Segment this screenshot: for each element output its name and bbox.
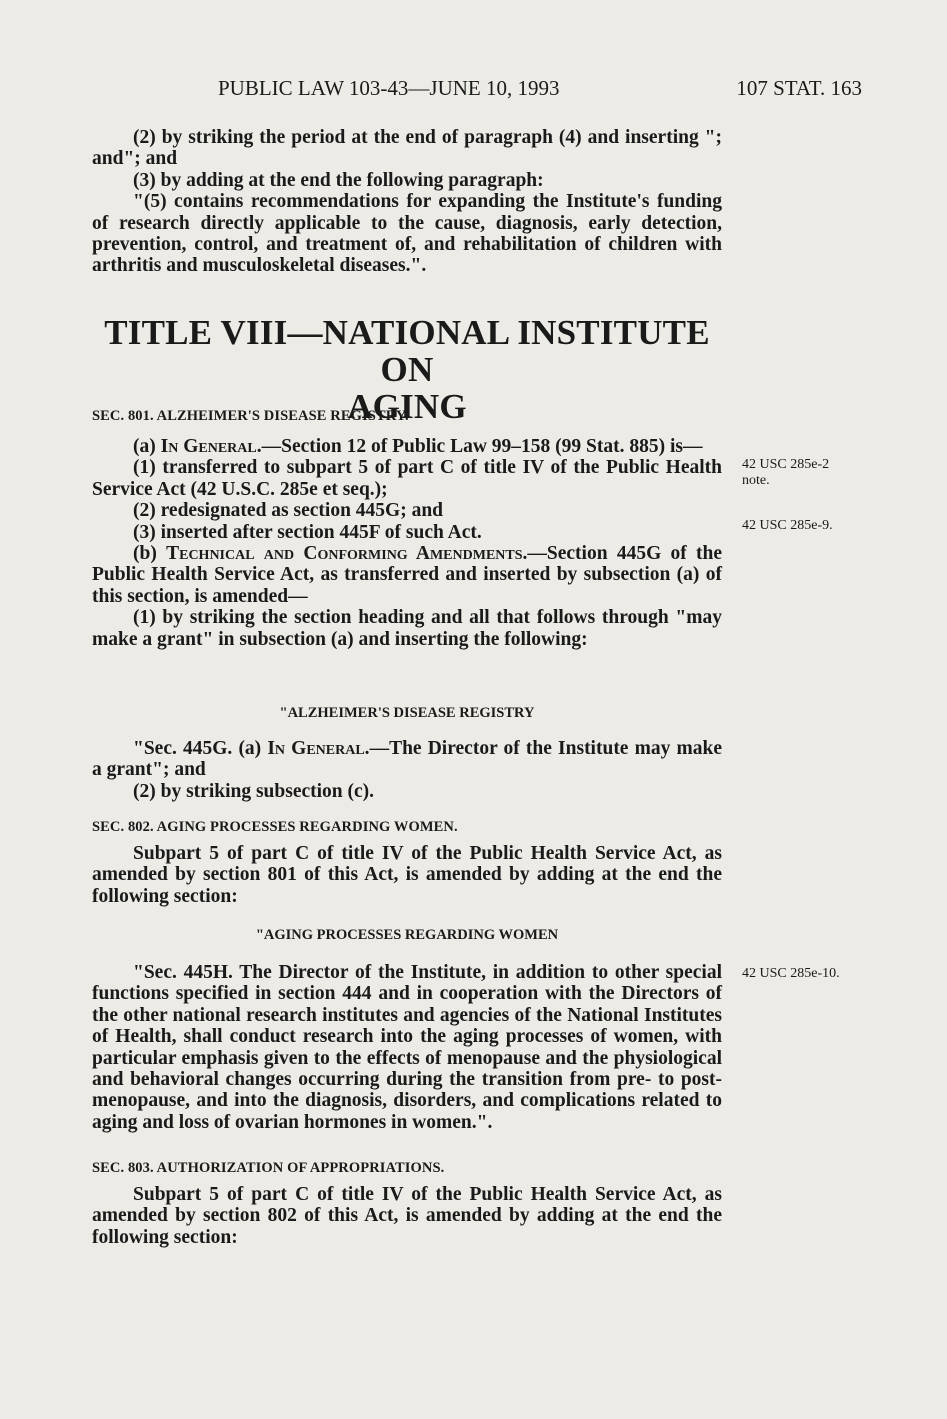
section-801-heading: SEC. 801. ALZHEIMER'S DISEASE REGISTRY.: [92, 408, 409, 424]
paragraph: "(5) contains recommendations for expanding the Institute's funding of research directly applicable to the cause, diagnosis, early detection, prevention, control, and treatment of, and rehabilitation of children with arthritis and musculoskeletal diseases.".: [92, 191, 722, 277]
margin-note: 42 USC 285e-10.: [742, 966, 840, 981]
paragraph: (2) by striking subsection (c).: [133, 780, 375, 802]
paragraph: (b) Technical and Conforming Amendments.—Section 445G of the Public Health Service Act, as transferred and inserted by subsection (a) of this section, is amended—: [92, 543, 722, 607]
quote-start: "Sec. 445G. (a): [133, 738, 268, 759]
margin-note-line: 42 USC 285e-2: [742, 457, 830, 472]
amendment-block: [92, 127, 722, 277]
section-801-body: [92, 436, 722, 650]
paragraph: [92, 738, 722, 781]
section-803-heading: SEC. 803. AUTHORIZATION OF APPROPRIATIONS.: [92, 1160, 445, 1176]
paragraph: (2) redesignated as section 445G; and: [133, 500, 444, 522]
quote-text: —The Director of the Institute may make a grant"; and: [92, 738, 722, 781]
section-802-heading: SEC. 802. AGING PROCESSES REGARDING WOMEN.: [92, 819, 458, 835]
section-803-body: [92, 1184, 722, 1248]
subsection-text: —Section 445G of the Public Health Service Act, as transferred and inserted by subsection (a) of this section, is amended—: [92, 543, 722, 607]
page-header: [92, 76, 862, 106]
paragraph: (1) by striking the section heading and all that follows through "may make a grant" in subsection (a) and inserting the following:: [92, 607, 722, 650]
paragraph: Subpart 5 of part C of title IV of the Public Health Service Act, as amended by section 801 of this Act, is amended by adding at the end the following section:: [92, 843, 722, 907]
paragraph: (3) inserted after section 445F of such Act.: [133, 521, 482, 543]
title-line-2: AGING: [347, 387, 467, 426]
subsection-label: In General.: [267, 738, 370, 759]
paragraph: Subpart 5 of part C of title IV of the Public Health Service Act, as amended by section 802 of this Act, is amended by adding at the end the following section:: [92, 1184, 722, 1248]
paragraph: (3) by adding at the end the following paragraph:: [133, 169, 544, 191]
subsection-label: In General.: [160, 436, 262, 457]
aging-processes-subheading: "AGING PROCESSES REGARDING WOMEN: [255, 927, 559, 943]
title-line-1: TITLE VIII—NATIONAL INSTITUTE ON: [104, 313, 710, 389]
margin-note: 42 USC 285e-9.: [742, 518, 833, 533]
paragraph: (2) by striking the period at the end of paragraph (4) and inserting "; and"; and: [92, 127, 722, 170]
header-stat-page: 107 STAT. 163: [736, 76, 862, 100]
subsection-label: Technical and Conforming Amendments.: [166, 543, 528, 565]
subsection-text: —Section 12 of Public Law 99–158 (99 Stat. 885) is—: [261, 436, 703, 457]
paragraph: (1) transferred to subpart 5 of part C of title IV of the Public Health Service Act (42 U.S.C. 285e et seq.);: [92, 457, 722, 500]
paragraph: "Sec. 445H. The Director of the Institute, in addition to other special functions specified in section 444 and in cooperation with the Directors of the other national research institutes and agencies of the National Institutes of Health, shall conduct research into the aging processes of women, with particular emphasis given to the effects of menopause and the physiological and behavioral changes occurring during the transition from pre- to post-menopause, and into the diagnosis, disorders, and complications related to aging and loss of ovarian hormones in women.".: [92, 962, 722, 1133]
section-802-intro: [92, 843, 722, 907]
margin-note-line: note.: [742, 473, 770, 488]
paragraph: (a) In General.—Section 12 of Public Law 99–158 (99 Stat. 885) is—: [133, 436, 703, 457]
header-law-date: PUBLIC LAW 103-43—JUNE 10, 1993: [218, 76, 560, 100]
alzheimers-registry-subheading: "ALZHEIMER'S DISEASE REGISTRY: [279, 705, 535, 721]
section-801-quote: [92, 738, 722, 802]
section-802-body: [92, 962, 722, 1133]
margin-note: [742, 457, 829, 489]
